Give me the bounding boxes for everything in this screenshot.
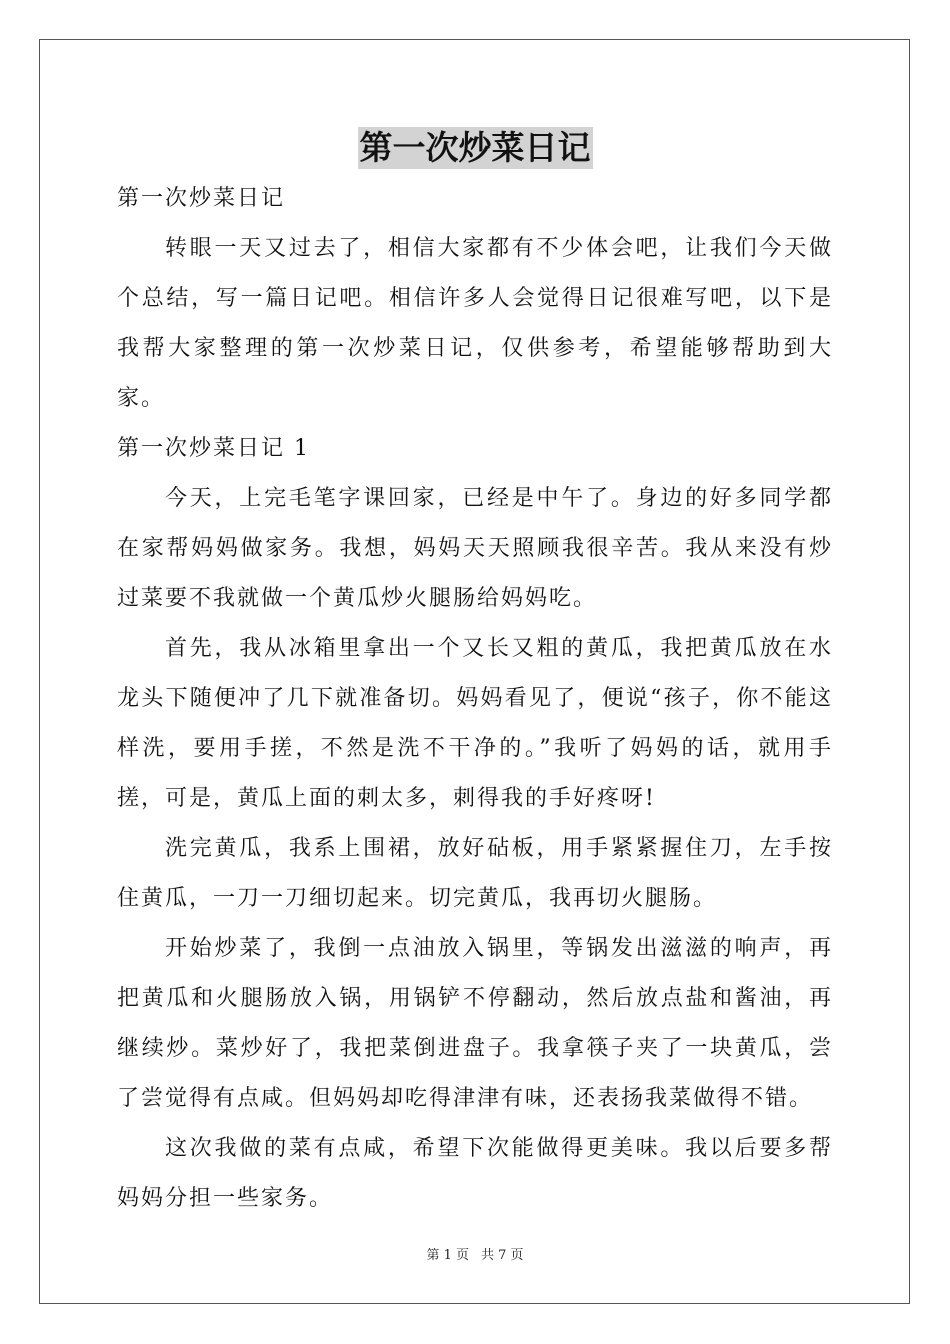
paragraph-body: 这次我做的菜有点咸，希望下次能做得更美味。我以后要多帮妈妈分担一些家务。	[117, 1136, 833, 1211]
paragraph-body: 洗完黄瓜，我系上围裙，放好砧板，用手紧紧握住刀，左手按住黄瓜，一刀一刀细切起来。切完黄瓜，我再切火腿肠。	[117, 836, 833, 911]
paragraph-heading: 第一次炒菜日记	[117, 186, 286, 211]
paragraph-body: 今天，上完毛笔字课回家，已经是中午了。身边的好多同学都在家帮妈妈做家务。我想，妈妈天天照顾我很辛苦。我从来没有炒过菜要不我就做一个黄瓜炒火腿肠给妈妈吃。	[117, 486, 833, 611]
document-body	[117, 174, 833, 1224]
page-number: 第 1 页	[426, 1248, 469, 1263]
title-container	[0, 127, 950, 169]
page-footer	[0, 1247, 950, 1265]
paragraph-section-heading: 第一次炒菜日记 1	[117, 436, 310, 461]
paragraph-body: 首先，我从冰箱里拿出一个又长又粗的黄瓜，我把黄瓜放在水龙头下随便冲了几下就准备切。妈妈看见了，便说“孩子，你不能这样洗，要用手搓，不然是洗不干净的。”我听了妈妈的话，就用手搓，可是，黄瓜上面的刺太多，刺得我的手好疼呀!	[117, 636, 833, 811]
paragraph-body: 开始炒菜了，我倒一点油放入锅里，等锅发出滋滋的响声，再把黄瓜和火腿肠放入锅，用锅铲不停翻动，然后放点盐和酱油，再继续炒。菜炒好了，我把菜倒进盘子。我拿筷子夹了一块黄瓜，尝了尝觉得有点咸。但妈妈却吃得津津有味，还表扬我菜做得不错。	[117, 936, 833, 1111]
document-title: 第一次炒菜日记	[359, 128, 591, 167]
page-total: 共 7 页	[481, 1248, 524, 1263]
paragraph-intro: 转眼一天又过去了，相信大家都有不少体会吧，让我们今天做个总结，写一篇日记吧。相信许多人会觉得日记很难写吧，以下是我帮大家整理的第一次炒菜日记，仅供参考，希望能够帮助到大家。	[117, 236, 833, 411]
